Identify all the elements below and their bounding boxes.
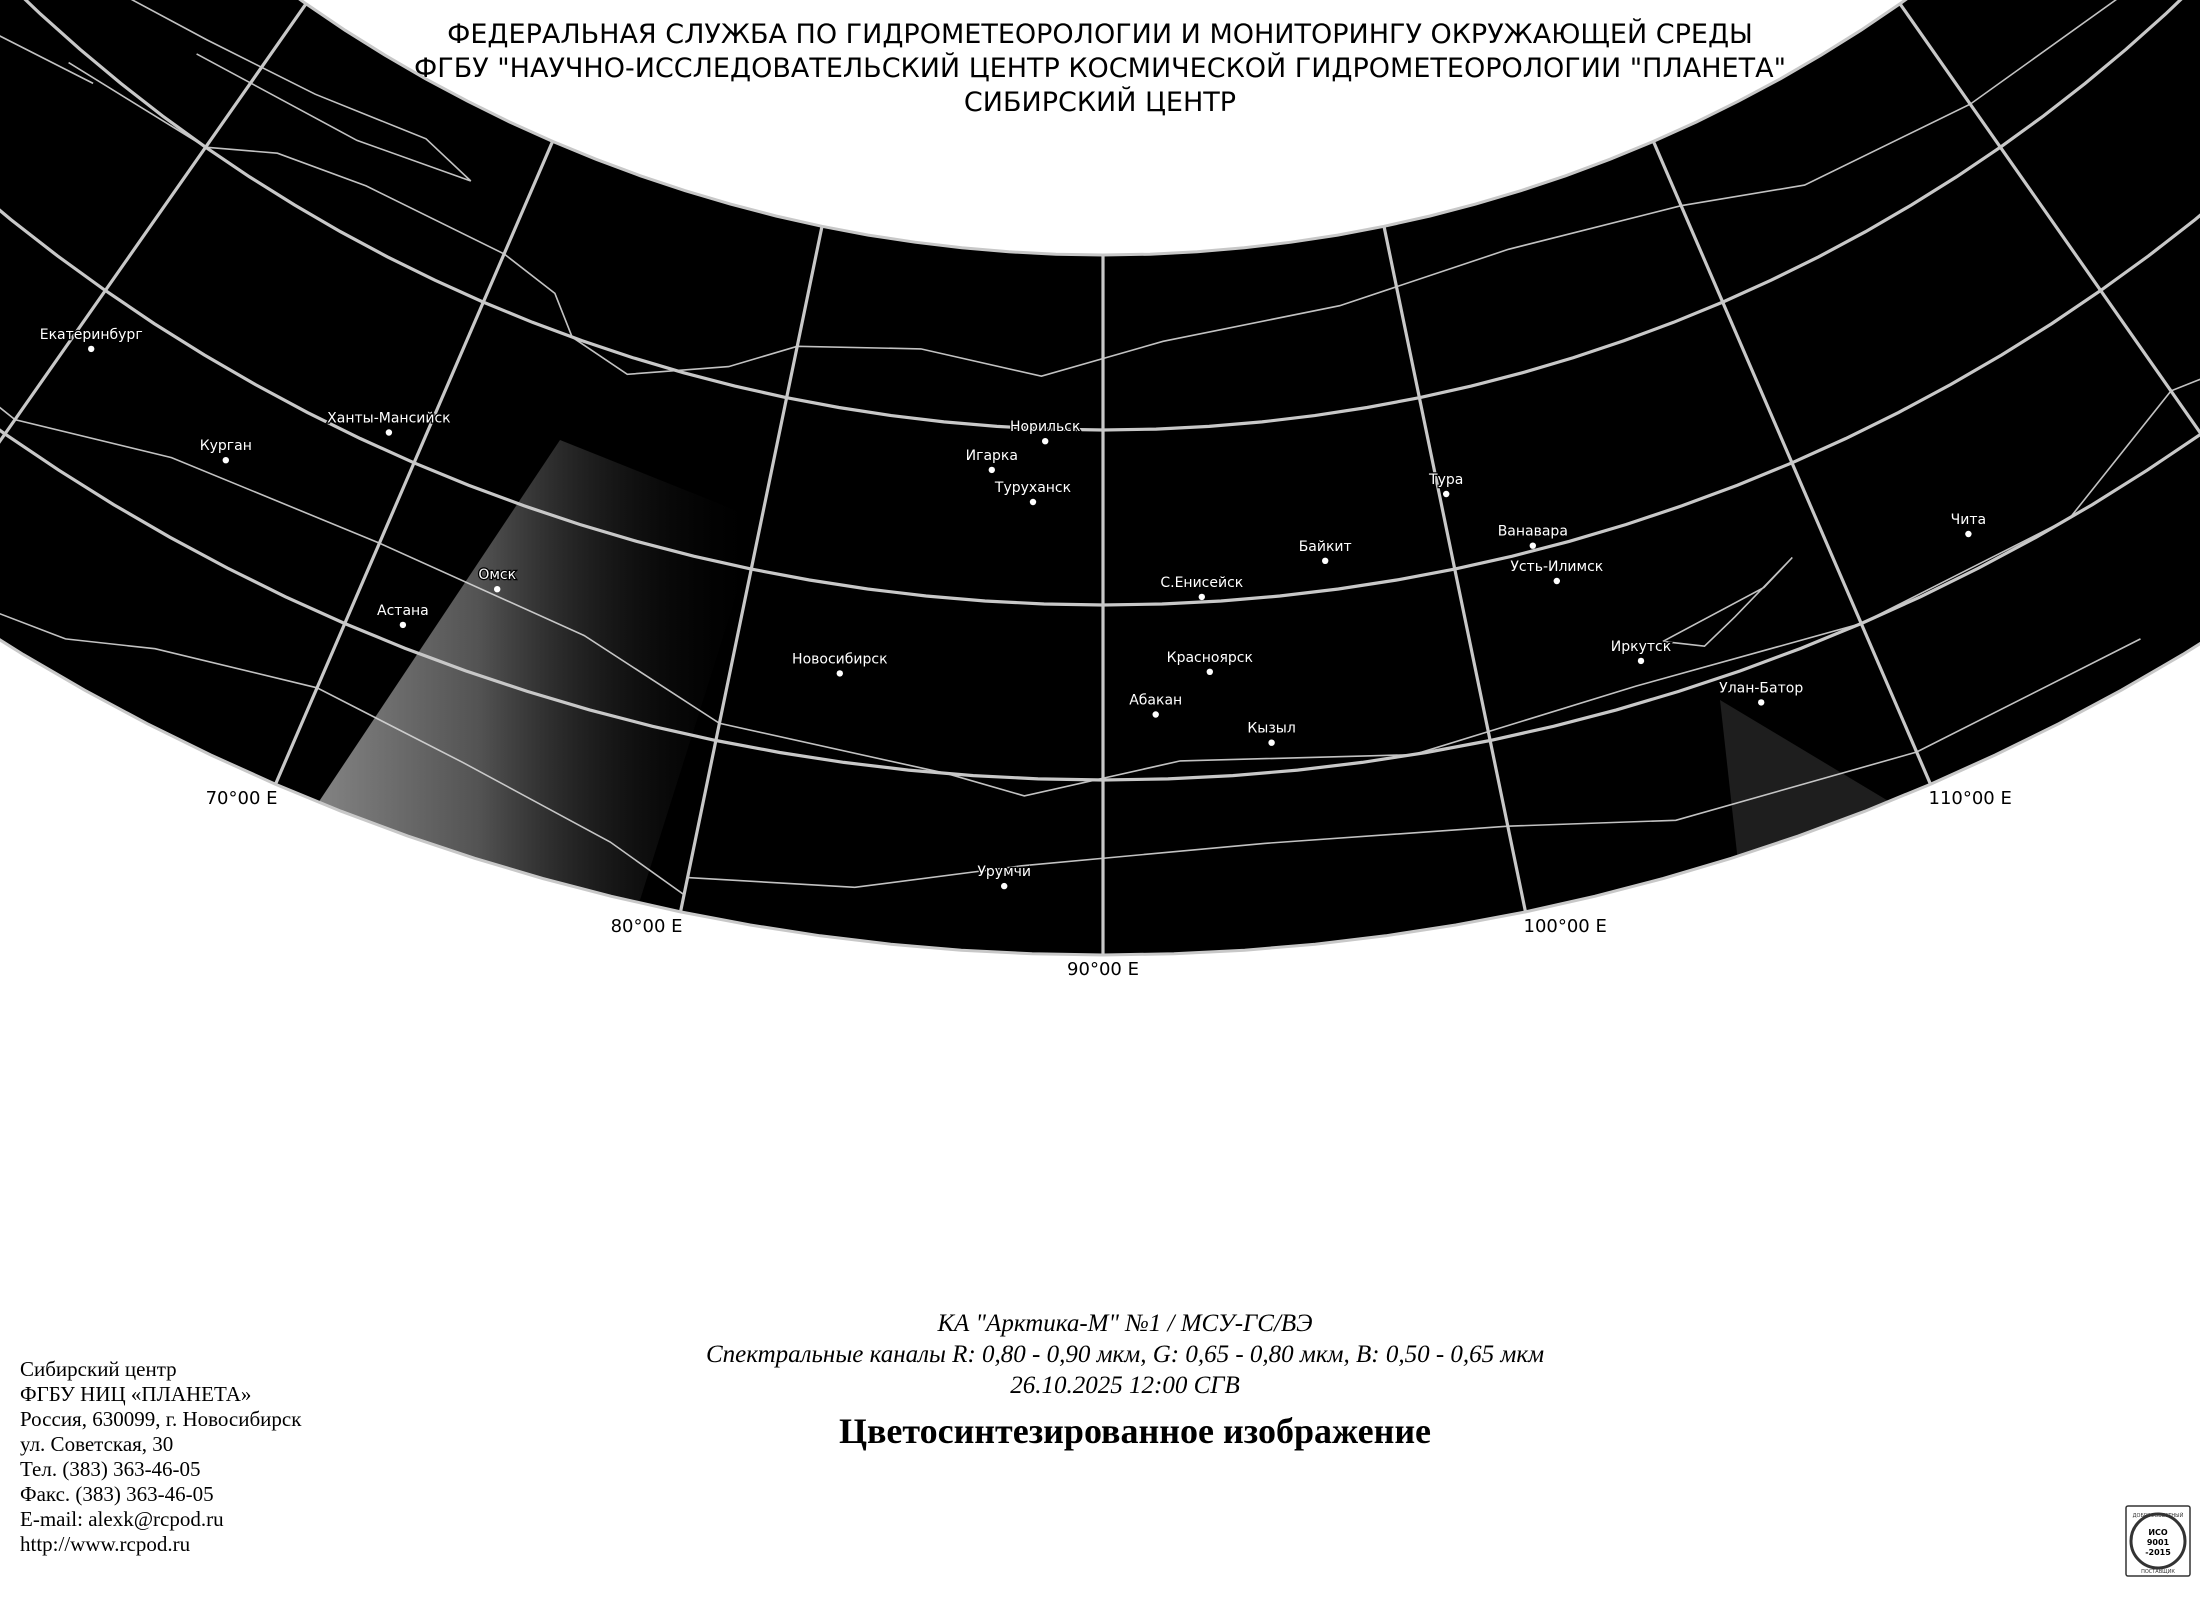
city-label: Туруханск (994, 480, 1072, 496)
address-line: ул. Советская, 30 (20, 1432, 174, 1456)
iso-badge-bottom: ПОСТАВЩИК (2141, 1569, 2175, 1575)
caption-channels: Спектральные каналы R: 0,80 - 0,90 мкм, G: 0,65 - 0,80 мкм, B: 0,50 - 0,65 мкм (705, 1341, 1545, 1368)
iso-certification-badge-icon (2125, 1505, 2191, 1577)
longitude-label: 110°00 E (1928, 788, 2012, 810)
city-label: Новосибирск (792, 651, 888, 668)
city-dot (837, 670, 843, 676)
address-line: Сибирский центр (20, 1357, 177, 1381)
city-label: Норильск (1009, 419, 1081, 436)
city-label: Екатеринбург (39, 326, 143, 343)
city-label: Улан-Батор (1719, 680, 1804, 697)
city-label: С.Енисейск (1160, 574, 1244, 591)
city-label: Кызыл (1247, 720, 1296, 737)
iso-badge-line2: 9001 (2146, 1538, 2170, 1547)
header-line-2: ФГБУ "НАУЧНО-ИССЛЕДОВАТЕЛЬСКИЙ ЦЕНТР КОСМИЧЕСКОЙ ГИДРОМЕТЕОРОЛОГИИ "ПЛАНЕТА" (414, 53, 1786, 84)
city-label: Иркутск (1610, 638, 1672, 655)
address-website[interactable]: http://www.rcpod.ru (20, 1532, 191, 1556)
city-label: Байкит (1298, 538, 1352, 555)
city-label: Игарка (965, 447, 1018, 464)
city-dot (1530, 543, 1536, 549)
city-dot (494, 586, 500, 592)
city-dot (1207, 669, 1213, 675)
longitude-label: 70°00 E (205, 788, 278, 810)
city-dot (1199, 594, 1205, 600)
city-label: Чита (1950, 512, 1987, 528)
address-fax: Факс. (383) 363-46-05 (20, 1482, 214, 1506)
longitude-label: 100°00 E (1523, 915, 1607, 937)
city-dot (1638, 658, 1644, 664)
caption-satellite: КА "Арктика-М" №1 / МСУ-ГС/ВЭ (937, 1310, 1313, 1337)
iso-badge-top: ДОБРОСОВЕСТНЫЙ (2132, 1513, 2184, 1519)
city-dot (1153, 711, 1159, 717)
city-dot (1042, 438, 1048, 444)
city-dot (1322, 558, 1328, 564)
city-dot (1001, 883, 1007, 889)
city-dot (223, 457, 229, 463)
city-label: Урумчи (977, 864, 1032, 881)
caption-datetime: 26.10.2025 12:00 СГВ (1010, 1372, 1240, 1399)
city-dot (1268, 740, 1274, 746)
city-dot (386, 429, 392, 435)
header-line-3: СИБИРСКИЙ ЦЕНТР (963, 87, 1237, 118)
city-label: Омск (478, 567, 517, 584)
city-label: Курган (199, 438, 252, 455)
city-dot (989, 467, 995, 473)
city-dot (1030, 499, 1036, 505)
city-label: Ханты-Мансийск (327, 410, 451, 427)
longitude-label: 80°00 E (610, 915, 683, 937)
longitude-label: 90°00 E (1067, 959, 1139, 980)
city-dot (1965, 531, 1971, 537)
city-dot (1443, 491, 1449, 497)
city-label: Тура (1429, 472, 1464, 488)
image-caption (560, 1308, 1690, 1401)
header-line-1: ФЕДЕРАЛЬНАЯ СЛУЖБА ПО ГИДРОМЕТЕОРОЛОГИИ И МОНИТОРИНГУ ОКРУЖАЮЩЕЙ СРЕДЫ (447, 19, 1753, 50)
city-label: Абакан (1129, 692, 1183, 709)
city-label: Ванавара (1497, 523, 1568, 540)
contact-address (20, 1357, 301, 1557)
city-label: Красноярск (1166, 649, 1253, 666)
city-dot (1758, 699, 1764, 705)
city-label: Усть-Илимск (1510, 559, 1604, 575)
image-title: Цветосинтезированное изображение (838, 1411, 1432, 1451)
iso-badge-line3: -2015 (2145, 1548, 2171, 1557)
iso-badge-line1: ИСО (2148, 1528, 2168, 1537)
address-line: ФГБУ НИЦ «ПЛАНЕТА» (20, 1382, 252, 1406)
city-label: Астана (377, 602, 429, 619)
address-email[interactable]: E-mail: alexk@rcpod.ru (20, 1507, 224, 1531)
city-dot (400, 622, 406, 628)
address-line: Россия, 630099, г. Новосибирск (20, 1407, 302, 1431)
city-dot (1554, 578, 1560, 584)
city-dot (88, 346, 94, 352)
address-phone: Тел. (383) 363-46-05 (20, 1457, 201, 1481)
